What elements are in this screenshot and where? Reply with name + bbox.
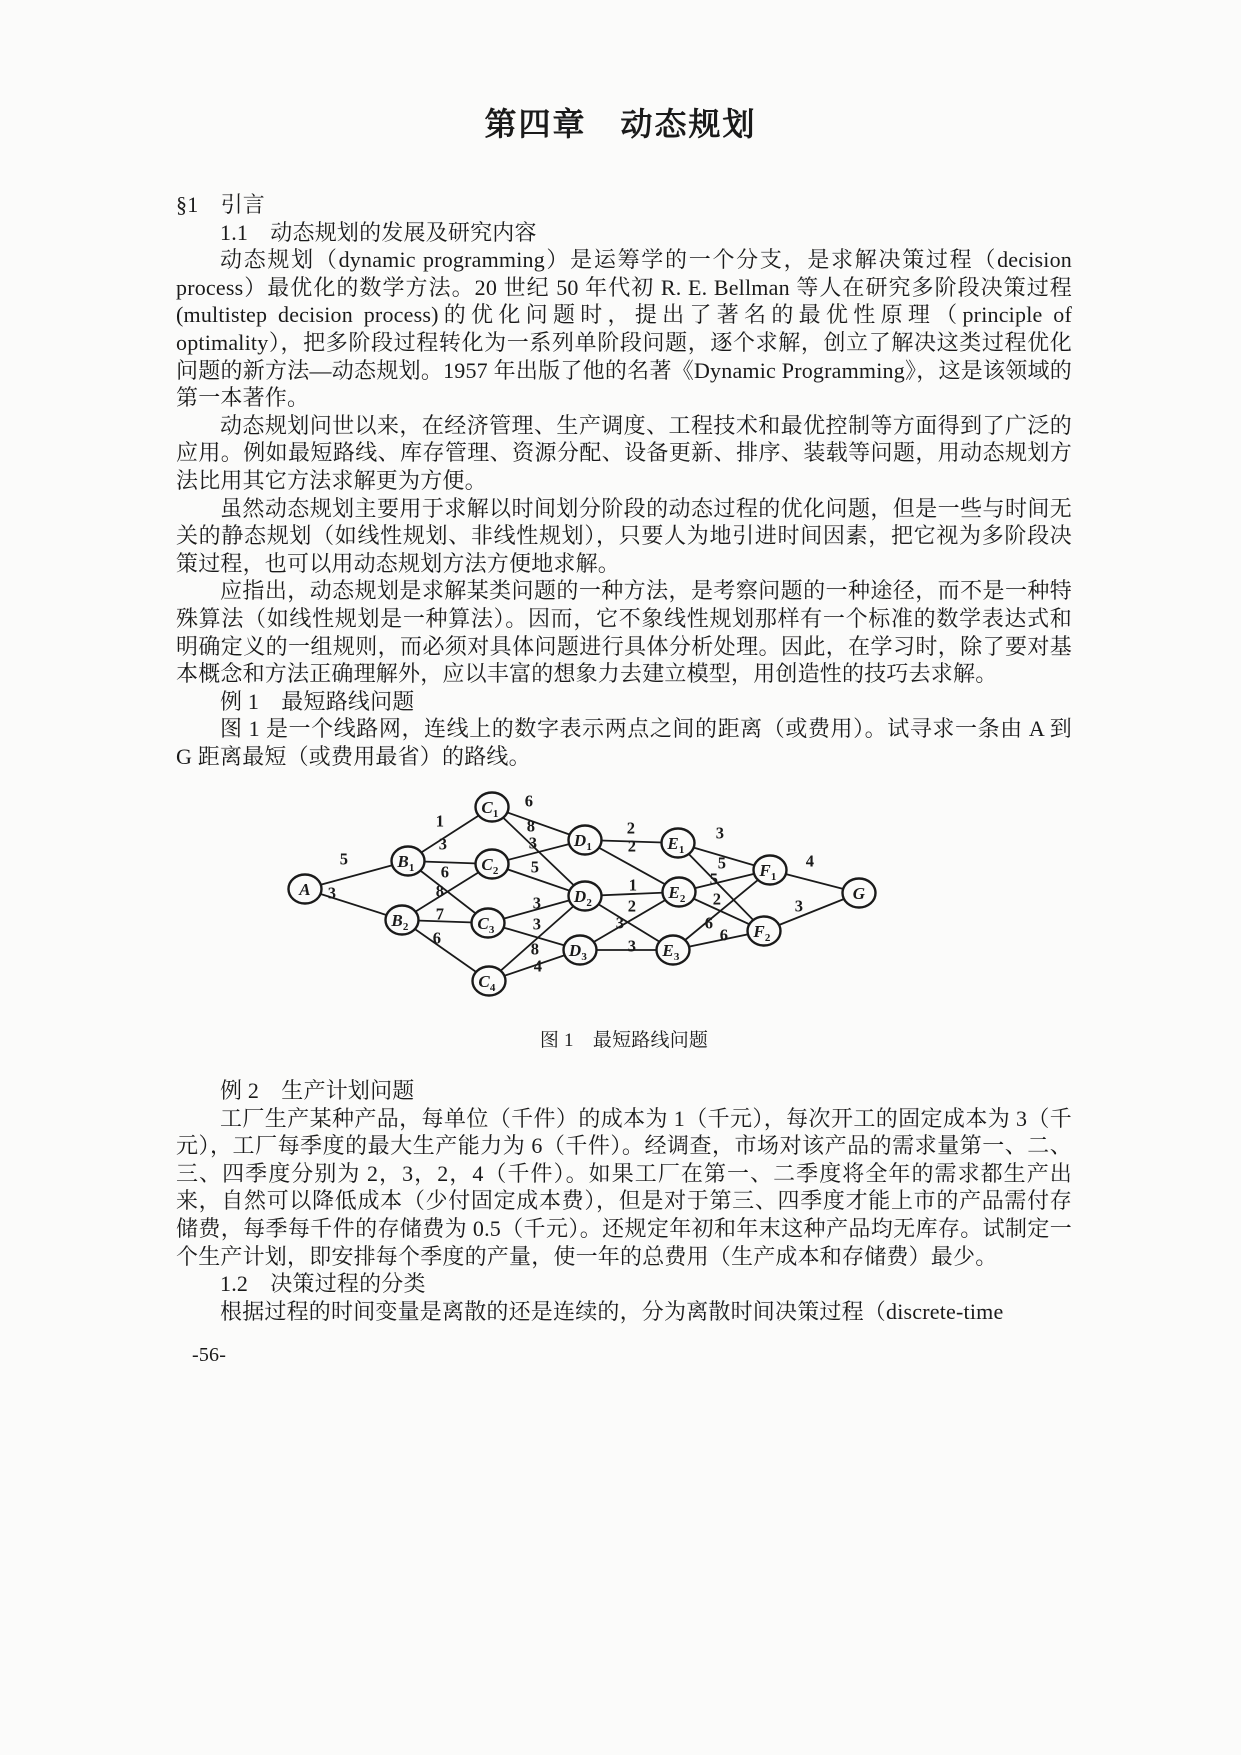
graph-node-label-A: A [299, 880, 311, 900]
graph-edge-weight-E3-F1: 6 [704, 913, 714, 933]
body-text [176, 191, 1072, 1370]
graph-node-label-C3: $C_3$ [477, 914, 495, 937]
graph-edge-weight-C4-D2: 8 [530, 939, 540, 959]
graph-node-label-D3: $D_3$ [568, 941, 588, 964]
example-2-heading: 例 2 生产计划问题 [220, 1078, 415, 1104]
graph-edge-weight-E2-F1: 5 [709, 869, 719, 889]
graph-edge-weight-D3-E3: 3 [627, 936, 637, 956]
section-1-1-heading: 1.1 动态规划的发展及研究内容 [220, 219, 537, 245]
graph-node-label-B1: $B_1$ [397, 852, 415, 875]
graph-node-label-C1: $C_1$ [481, 798, 499, 821]
graph-edge-weight-C2-D1: 3 [528, 833, 538, 853]
graph-node-label-C4: $C_4$ [478, 972, 496, 995]
graph-edge-weight-A-B1: 5 [339, 849, 349, 869]
graph-edge-weight-C1-D2: 8 [526, 816, 536, 836]
graph-node-label-C2: $C_2$ [481, 855, 499, 878]
graph-edge-weight-D2-E2: 1 [628, 875, 638, 895]
graph-edge-weight-E1-F2: 5 [717, 853, 727, 873]
graph-edge-weight-B1-C3: 6 [440, 862, 450, 882]
shortest-path-graph [262, 780, 892, 1015]
paragraph-static-planning: 虽然动态规划主要用于求解以时间划分阶段的动态过程的优化问题，但是一些与时间无关的静态规划（如线性规划、非线性规划），只要人为地引进时间因素，把它视为多阶段决策过程，也可以用动态规划方法方便地求解。 [176, 495, 1072, 576]
graph-edge-weight-A-B2: 3 [327, 883, 337, 903]
section-1-heading: §1 引言 [176, 192, 266, 217]
paragraph-dp-intro: 动态规划（dynamic programming）是运筹学的一个分支，是求解决策过程（decision process）最优化的数学方法。20 世纪 50 年代初 R. E. Bellman 等人在研究多阶段决策过程(multistep decision process)的优化问题时，提出了著名的最优性原理（principle of optimality），把多阶段过程转化为一系列单阶段问题，逐个求解，创立了解决这类过程优化问题的新方法—动态规划。1957 年出版了他的名著《Dynamic Programming》，这是该领域的第一本著作。 [176, 247, 1072, 411]
graph-node-label-G: G [852, 884, 866, 904]
graph-edge-weight-D3-E2: 3 [615, 913, 625, 933]
graph-edge-weight-F1-G: 4 [805, 851, 815, 871]
paragraph-applications: 动态规划问世以来，在经济管理、生产调度、工程技术和最优控制等方面得到了广泛的应用。例如最短路线、库存管理、资源分配、设备更新、排序、装载等问题，用动态规划方法比用其它方法求解更为方便。 [176, 412, 1072, 493]
section-1-2-heading: 1.2 决策过程的分类 [220, 1271, 426, 1297]
graph-edge-weight-B2-C3: 7 [435, 904, 445, 924]
graph-node-label-D1: $D_1$ [573, 831, 593, 854]
graph-edge-weight-E1-F1: 3 [715, 823, 725, 843]
graph-edge-weight-C3-D3: 3 [532, 914, 542, 934]
paragraph-method-note: 应指出，动态规划是求解某类问题的一种方法，是考察问题的一种途径，而不是一种特殊算法（如线性规划是一种算法）。因而，它不象线性规划那样有一个标准的数学表达式和明确定义的一组规则，而必须对具体问题进行具体分析处理。因此，在学习时，除了要对基本概念和方法正确理解外，应以丰富的想象力去建立模型，用创造性的技巧去求解。 [176, 578, 1072, 687]
graph-edge-weight-E2-F2: 2 [712, 889, 722, 909]
graph-node-label-E2: $E_2$ [668, 883, 686, 906]
paragraph-process-types: 根据过程的时间变量是离散的还是连续的，分为离散时间决策过程（discrete-time [220, 1298, 1004, 1324]
graph-edge-weight-C3-D2: 3 [532, 893, 542, 913]
graph-node-label-F1: $F_1$ [759, 861, 777, 884]
graph-edge-weight-D2-E3: 2 [627, 896, 637, 916]
chapter-title: 第四章 动态规划 [484, 106, 757, 142]
page-number: -56- [192, 1344, 227, 1367]
figure-1 [262, 780, 892, 1015]
example-1-heading: 例 1 最短路线问题 [220, 688, 415, 714]
paragraph-example-2: 工厂生产某种产品，每单位（千件）的成本为 1（千元），每次开工的固定成本为 3（千元），工厂每季度的最大生产能力为 6（千件）。经调查，市场对该产品的需求量第一、二、三、四季度分别为 2，3，2，4（千件）。如果工厂在第一、二季度将全年的需求都生产出来，自然可以降低成本（少付固定成本费），但是对于第三、四季度才能上市的产品需付存储费，每季每千件的存储费为 0.5（千元）。还规定年初和年末这种产品均无库存。试制定一个生产计划，即安排每个季度的产量，使一年的总费用（生产成本和存储费）最少。 [176, 1105, 1072, 1269]
graph-edge-weight-D1-E1: 2 [626, 818, 636, 838]
figure-1-caption: 图 1 最短路线问题 [539, 1030, 709, 1052]
graph-edge-weight-B2-C4: 6 [432, 928, 442, 948]
graph-edge-weight-C1-D1: 6 [524, 791, 534, 811]
graph-edge-weight-C4-D3: 4 [533, 956, 543, 976]
graph-edge-weight-B2-C2: 8 [435, 881, 445, 901]
graph-edge-weight-B1-C2: 3 [438, 834, 448, 854]
graph-node-label-B2: $B_2$ [391, 911, 409, 934]
graph-edge-weight-F2-G: 3 [794, 896, 804, 916]
graph-node-label-F2: $F_2$ [753, 922, 771, 945]
paragraph-example-1: 图 1 是一个线路网，连线上的数字表示两点之间的距离（或费用）。试寻求一条由 A 到 G 距离最短（或费用最省）的路线。 [176, 716, 1072, 769]
graph-edge-weight-E3-F2: 6 [719, 925, 729, 945]
graph-node-label-D2: $D_2$ [573, 887, 593, 910]
graph-edge-weight-C2-D2: 5 [530, 857, 540, 877]
graph-node-label-E1: $E_1$ [667, 834, 685, 857]
graph-edge-weight-D1-E2: 2 [627, 836, 637, 856]
graph-node-label-E3: $E_3$ [662, 941, 680, 964]
graph-edge-weight-B1-C1: 1 [435, 811, 445, 831]
